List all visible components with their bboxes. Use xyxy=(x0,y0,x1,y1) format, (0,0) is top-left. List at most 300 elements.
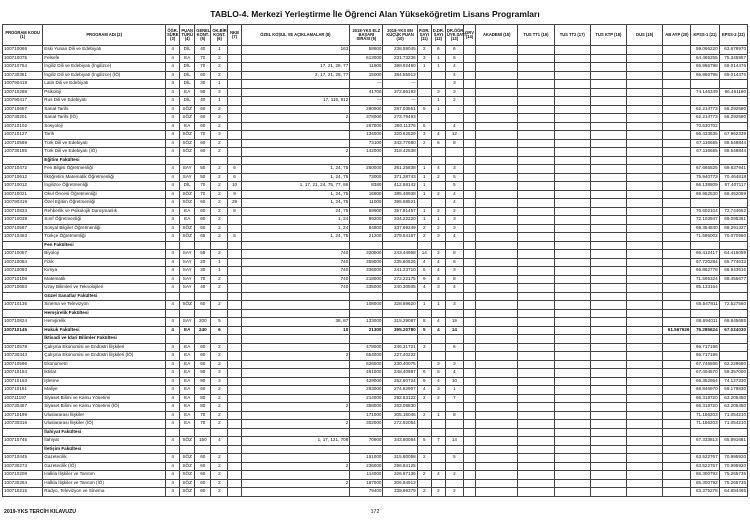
table-cell xyxy=(663,284,691,293)
table-cell: 70.070960 xyxy=(719,233,747,242)
table-cell: 263.08830 xyxy=(383,403,417,412)
table-cell: 4 xyxy=(166,233,180,242)
table-cell: SÖZ xyxy=(180,233,195,242)
table-cell xyxy=(663,369,691,378)
table-cell: 68.291327 xyxy=(719,224,747,233)
table-cell: Sosyal Bilgiler Öğretmenliği xyxy=(43,224,166,233)
table-row xyxy=(3,377,748,386)
table-cell: 84800 xyxy=(350,224,383,233)
table-cell xyxy=(518,309,554,318)
table-row xyxy=(3,369,748,378)
table-cell xyxy=(590,318,626,327)
table-cell xyxy=(554,148,590,157)
table-cell: 1 xyxy=(431,63,445,72)
table-cell: EA xyxy=(180,54,195,63)
table-cell xyxy=(195,445,211,454)
table-cell xyxy=(228,471,241,480)
table-cell: 4 xyxy=(166,479,180,488)
table-cell: 70 xyxy=(195,420,211,429)
table-cell xyxy=(417,88,431,97)
table-cell: 2 xyxy=(417,488,431,497)
table-cell: 4 xyxy=(166,122,180,131)
table-cell: 6 xyxy=(431,139,445,148)
table-cell: 171000 xyxy=(350,411,383,420)
table-cell xyxy=(590,182,626,191)
table-cell xyxy=(663,88,691,97)
table-cell xyxy=(195,335,211,344)
table-cell xyxy=(663,207,691,216)
table-cell xyxy=(518,403,554,412)
table-cell xyxy=(476,343,518,352)
table-cell: 63.522767 xyxy=(691,462,719,471)
table-cell: 461000 xyxy=(350,369,383,378)
table-cell: 2 xyxy=(431,250,445,259)
table-cell: İlahiyat xyxy=(43,437,166,446)
table-cell: SÖZ xyxy=(180,114,195,123)
table-cell: 328.89620 xyxy=(383,301,417,310)
programs-table-container xyxy=(2,24,748,497)
table-cell xyxy=(241,122,350,131)
table-cell xyxy=(211,292,228,301)
table-cell: 100710596 xyxy=(3,360,43,369)
table-cell xyxy=(554,46,590,55)
table-cell xyxy=(590,88,626,97)
table-cell: 63.522767 xyxy=(691,454,719,463)
table-cell: 4 xyxy=(166,139,180,148)
table-cell xyxy=(228,97,241,106)
table-cell: 71.595002 xyxy=(691,233,719,242)
table-cell: 40 xyxy=(195,97,211,106)
table-cell: 100710021 xyxy=(3,190,43,199)
table-cell xyxy=(445,105,463,114)
table-cell xyxy=(476,420,518,429)
table-cell: 2 xyxy=(211,71,228,80)
table-cell: 66.862778 xyxy=(691,267,719,276)
table-cell: 60 xyxy=(195,471,211,480)
table-row xyxy=(3,420,748,429)
table-cell xyxy=(241,105,350,114)
table-cell xyxy=(554,63,590,72)
table-cell: 133000 xyxy=(350,318,383,327)
column-header: TUS TT1 (16) xyxy=(518,25,554,46)
table-cell xyxy=(663,63,691,72)
table-cell: 200 xyxy=(195,318,211,327)
table-cell xyxy=(590,343,626,352)
table-cell xyxy=(627,114,663,123)
table-cell: SÖZ xyxy=(180,488,195,497)
table-cell: 66.461180 xyxy=(719,88,747,97)
table-cell xyxy=(166,428,180,437)
table-cell xyxy=(627,46,663,55)
table-cell xyxy=(383,428,417,437)
table-cell xyxy=(228,71,241,80)
table-cell: 5 xyxy=(417,326,431,335)
table-cell: Çalışma Ekonomisi ve Endüstri İlişkileri xyxy=(43,343,166,352)
table-cell: 2 xyxy=(241,148,350,157)
table-cell xyxy=(241,301,350,310)
table-cell xyxy=(350,309,383,318)
table-cell xyxy=(554,471,590,480)
table-cell: 306.94913 xyxy=(383,479,417,488)
table-cell xyxy=(663,352,691,361)
table-cell xyxy=(554,292,590,301)
table-cell: Türkçe Öğretmenliği xyxy=(43,233,166,242)
faculty-section-row xyxy=(3,335,748,344)
table-cell xyxy=(719,284,747,293)
table-cell xyxy=(476,182,518,191)
table-cell xyxy=(518,199,554,208)
table-cell: 5 xyxy=(445,173,463,182)
table-cell: 4 xyxy=(166,369,180,378)
table-cell xyxy=(663,105,691,114)
table-cell xyxy=(518,377,554,386)
table-cell xyxy=(627,488,663,497)
table-cell: 2 xyxy=(241,462,350,471)
table-cell xyxy=(627,165,663,174)
table-cell: 1 xyxy=(417,216,431,225)
table-cell: 100710657 xyxy=(3,105,43,114)
table-cell: 4 xyxy=(166,80,180,89)
table-cell xyxy=(590,394,626,403)
table-cell xyxy=(590,156,626,165)
table-cell: 65.717196 xyxy=(691,343,719,352)
table-cell xyxy=(554,377,590,386)
table-cell: 5 xyxy=(211,318,228,327)
table-cell: 2, 17, 21, 28, 77 xyxy=(241,71,350,80)
table-cell: 59.179830 xyxy=(719,386,747,395)
column-header: PROGRAM ADI (2) xyxy=(43,25,166,46)
table-row xyxy=(3,97,748,106)
table-cell xyxy=(663,139,691,148)
column-header: AB AYP (20) xyxy=(663,25,691,46)
table-cell xyxy=(445,114,463,123)
table-cell: 75.940773 xyxy=(691,173,719,182)
table-cell xyxy=(464,199,476,208)
table-cell: 243.44958 xyxy=(383,250,417,259)
table-cell: 66.138809 xyxy=(691,182,719,191)
table-cell xyxy=(518,471,554,480)
table-cell: 4 xyxy=(445,63,463,72)
table-cell xyxy=(663,182,691,191)
table-cell: Eğitim Fakültesi xyxy=(43,156,166,165)
table-cell xyxy=(464,80,476,89)
table-cell: 4 xyxy=(445,190,463,199)
table-cell: 4 xyxy=(166,377,180,386)
column-header: KPSS-2 (22) xyxy=(719,25,747,46)
table-cell xyxy=(445,428,463,437)
table-cell xyxy=(228,445,241,454)
table-cell: 20 xyxy=(195,258,211,267)
table-cell: EA xyxy=(180,377,195,386)
table-cell xyxy=(228,488,241,497)
table-cell xyxy=(241,488,350,497)
table-cell xyxy=(195,292,211,301)
table-cell xyxy=(554,428,590,437)
table-cell xyxy=(627,71,663,80)
table-cell xyxy=(445,292,463,301)
table-cell: SAY xyxy=(180,267,195,276)
table-cell xyxy=(518,46,554,55)
table-cell xyxy=(627,250,663,259)
table-cell: 7 xyxy=(431,437,445,446)
table-cell xyxy=(464,369,476,378)
table-cell xyxy=(590,454,626,463)
table-cell xyxy=(627,454,663,463)
column-header: 2018-YKS EN KÜÇÜK PUAN (10) xyxy=(383,25,417,46)
table-cell: 2 xyxy=(211,403,228,412)
table-cell: EA xyxy=(180,343,195,352)
table-cell xyxy=(464,173,476,182)
table-cell: SÖZ xyxy=(180,471,195,480)
table-cell xyxy=(590,233,626,242)
table-cell xyxy=(476,360,518,369)
table-cell xyxy=(627,131,663,140)
table-cell xyxy=(431,148,445,157)
table-cell: 66.943616 xyxy=(719,267,747,276)
table-cell xyxy=(627,292,663,301)
table-cell xyxy=(590,369,626,378)
table-cell: 4 xyxy=(166,411,180,420)
table-cell: 100710569 xyxy=(3,139,43,148)
table-cell: 4 xyxy=(166,207,180,216)
table-cell: 60 xyxy=(195,207,211,216)
table-cell: 71.054210 xyxy=(719,420,747,429)
table-cell: 6 xyxy=(228,173,241,182)
table-cell xyxy=(590,97,626,106)
table-cell: 1 xyxy=(431,301,445,310)
table-cell: Okul Öncesi Öğretmenliği xyxy=(43,190,166,199)
table-cell: Rehberlik ve Psikolojik Danışmanlık xyxy=(43,207,166,216)
table-cell xyxy=(627,258,663,267)
table-cell: 4 xyxy=(166,360,180,369)
table-cell xyxy=(464,411,476,420)
table-cell xyxy=(464,335,476,344)
table-cell xyxy=(691,428,719,437)
table-cell xyxy=(663,454,691,463)
table-cell: 4 xyxy=(166,182,180,191)
table-cell: Gazetecilik (İÖ) xyxy=(43,462,166,471)
table-cell xyxy=(691,335,719,344)
table-cell xyxy=(445,309,463,318)
table-row xyxy=(3,182,748,191)
table-cell xyxy=(350,335,383,344)
table-cell xyxy=(417,428,431,437)
table-cell: Eski Yunan Dili ve Edebiyatı xyxy=(43,46,166,55)
table-cell xyxy=(518,301,554,310)
table-cell xyxy=(554,131,590,140)
table-cell: SÖZ xyxy=(180,462,195,471)
table-cell xyxy=(663,301,691,310)
table-cell xyxy=(417,360,431,369)
table-cell: 63.205450 xyxy=(719,394,747,403)
table-cell: 339.99379 xyxy=(383,488,417,497)
table-cell xyxy=(663,114,691,123)
table-cell: 305.16046 xyxy=(383,411,417,420)
table-cell xyxy=(518,173,554,182)
table-cell: 59.066220 xyxy=(691,46,719,55)
table-cell: 74.127330 xyxy=(719,377,747,386)
table-cell: 4 xyxy=(166,63,180,72)
table-cell xyxy=(590,479,626,488)
table-cell: 4 xyxy=(166,46,180,55)
table-cell: 100710102 xyxy=(3,122,43,131)
table-cell: 100710745 xyxy=(3,437,43,446)
table-cell xyxy=(211,309,228,318)
table-cell: 2 xyxy=(211,165,228,174)
table-cell xyxy=(590,173,626,182)
table-cell xyxy=(464,479,476,488)
table-cell xyxy=(464,454,476,463)
table-cell xyxy=(627,335,663,344)
table-cell: 60 xyxy=(195,148,211,157)
table-cell xyxy=(518,241,554,250)
table-cell: 100710084 xyxy=(3,258,43,267)
table-cell xyxy=(417,71,431,80)
table-cell: 2 xyxy=(445,97,463,106)
table-cell: 4 xyxy=(445,284,463,293)
table-cell xyxy=(627,199,663,208)
table-cell xyxy=(464,190,476,199)
table-cell xyxy=(3,309,43,318)
table-cell: 280.11376 xyxy=(383,122,417,131)
table-cell xyxy=(476,105,518,114)
table-cell xyxy=(228,437,241,446)
table-cell xyxy=(228,131,241,140)
table-cell: 429000 xyxy=(350,377,383,386)
table-cell xyxy=(663,46,691,55)
table-cell xyxy=(445,420,463,429)
table-cell xyxy=(445,479,463,488)
table-cell xyxy=(476,148,518,157)
table-cell xyxy=(241,445,350,454)
table-cell: 320.62529 xyxy=(383,131,417,140)
table-cell: 62.214773 xyxy=(691,105,719,114)
table-cell: 16800 xyxy=(350,190,383,199)
table-cell: 100710066 xyxy=(3,46,43,55)
table-cell: Hukuk Fakültesi xyxy=(43,326,166,335)
table-cell xyxy=(719,428,747,437)
table-cell xyxy=(663,445,691,454)
table-cell xyxy=(476,207,518,216)
table-row xyxy=(3,471,748,480)
table-cell xyxy=(464,428,476,437)
table-cell: 70.464818 xyxy=(719,173,747,182)
table-cell xyxy=(241,343,350,352)
table-cell: 60 xyxy=(195,105,211,114)
table-cell: Siyaset Bilimi ve Kamu Yönetimi xyxy=(43,394,166,403)
table-cell: 1 xyxy=(211,46,228,55)
table-cell xyxy=(719,241,747,250)
table-cell: Rus Dili ve Edebiyatı xyxy=(43,97,166,106)
table-cell: 343.80054 xyxy=(383,437,417,446)
table-row xyxy=(3,80,748,89)
table-cell: 2 xyxy=(211,122,228,131)
table-cell xyxy=(554,326,590,335)
table-cell xyxy=(180,292,195,301)
table-cell xyxy=(476,139,518,148)
table-cell: 236000 xyxy=(350,462,383,471)
table-cell xyxy=(476,437,518,446)
table-cell xyxy=(228,250,241,259)
table-cell: 4 xyxy=(166,437,180,446)
table-cell xyxy=(518,369,554,378)
table-cell: 3 xyxy=(445,88,463,97)
table-row xyxy=(3,352,748,361)
table-cell: 10 xyxy=(241,326,350,335)
column-header: ÖĞR. SÜRE (3) xyxy=(166,25,180,46)
table-cell: İletişim Fakültesi xyxy=(43,445,166,454)
table-cell xyxy=(476,173,518,182)
table-cell xyxy=(464,250,476,259)
table-cell: 2 xyxy=(211,139,228,148)
table-cell xyxy=(445,445,463,454)
table-cell xyxy=(241,411,350,420)
table-cell xyxy=(554,284,590,293)
column-header: TUS TT2 (17) xyxy=(554,25,590,46)
table-cell xyxy=(464,139,476,148)
table-cell: 71.054210 xyxy=(719,411,747,420)
table-cell: 4 xyxy=(166,301,180,310)
table-cell xyxy=(518,462,554,471)
table-cell xyxy=(518,352,554,361)
table-cell xyxy=(627,352,663,361)
table-cell: 1, 24, 75 xyxy=(241,233,350,242)
table-cell xyxy=(627,182,663,191)
table-cell: 740 xyxy=(241,284,350,293)
table-cell: 100790417 xyxy=(3,97,43,106)
table-cell: Psikoloji xyxy=(43,88,166,97)
table-cell: 2 xyxy=(211,301,228,310)
table-cell xyxy=(518,233,554,242)
table-cell xyxy=(554,462,590,471)
table-cell: Maliye xyxy=(43,386,166,395)
table-cell xyxy=(464,488,476,497)
table-cell: 2 xyxy=(211,454,228,463)
table-cell: 238.59045 xyxy=(383,46,417,55)
table-cell xyxy=(663,241,691,250)
table-cell: 70900 xyxy=(350,437,383,446)
table-cell: 63.375278 xyxy=(691,488,719,497)
table-cell: 5 xyxy=(445,182,463,191)
column-header: GENEL KONT. (5) xyxy=(195,25,211,46)
table-cell xyxy=(627,369,663,378)
table-cell: 70 xyxy=(195,411,211,420)
table-cell: 100710163 xyxy=(3,377,43,386)
table-cell: DİL xyxy=(180,46,195,55)
table-cell: 100710472 xyxy=(3,165,43,174)
table-cell: 4 xyxy=(211,437,228,446)
table-cell: 1, 24, 75 xyxy=(241,165,350,174)
table-cell: 68.455677 xyxy=(719,275,747,284)
table-cell xyxy=(464,462,476,471)
table-cell xyxy=(431,462,445,471)
table-row xyxy=(3,122,748,131)
column-header: OK.BİR. KONT. (6) xyxy=(211,25,228,46)
table-cell: 357.81457 xyxy=(383,207,417,216)
table-cell: 2 xyxy=(211,394,228,403)
table-cell xyxy=(228,156,241,165)
table-cell xyxy=(476,122,518,131)
table-cell: 3 xyxy=(431,360,445,369)
table-cell: --- xyxy=(350,97,383,106)
table-cell: 100710108 xyxy=(3,275,43,284)
page-number: 172 xyxy=(370,509,380,515)
table-cell xyxy=(627,139,663,148)
table-cell: 1 xyxy=(211,97,228,106)
table-cell: 64.894465 xyxy=(719,488,747,497)
table-cell: 100710208 xyxy=(3,471,43,480)
table-cell: 2 xyxy=(211,173,228,182)
